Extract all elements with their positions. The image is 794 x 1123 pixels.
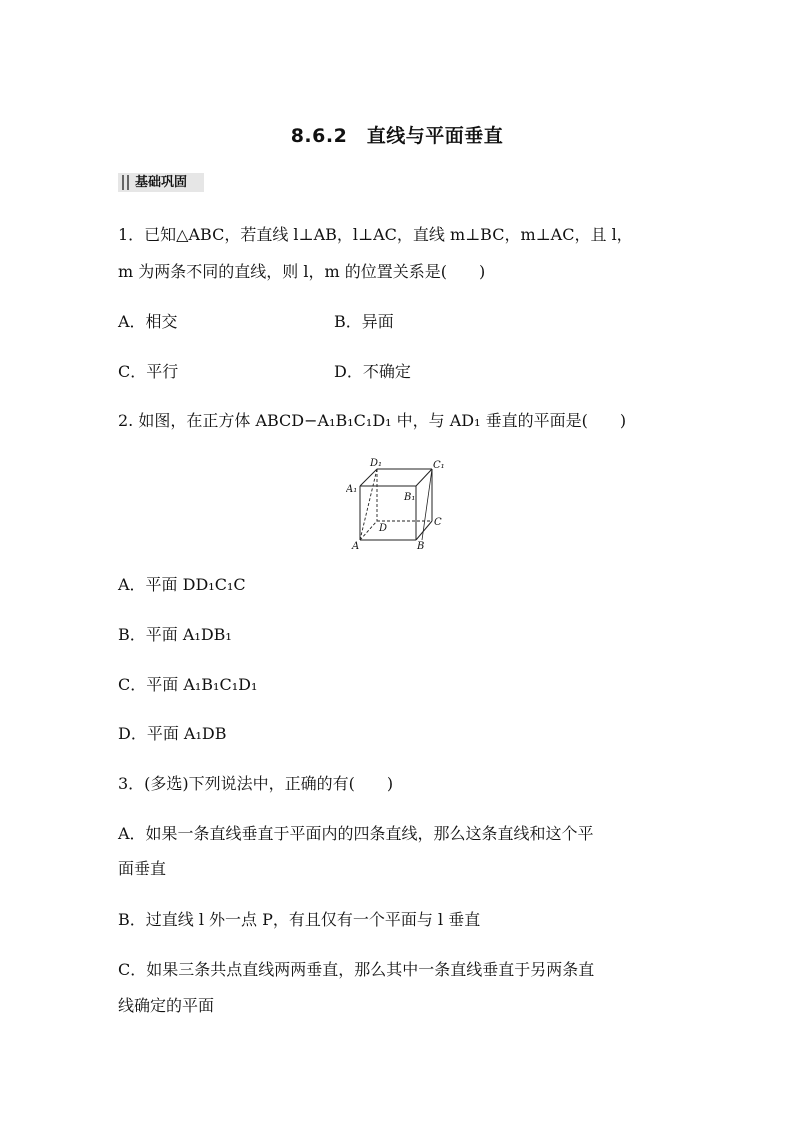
hidden-diagonal-ad1	[360, 469, 377, 540]
vertex-label-b1: B₁	[404, 492, 416, 503]
q2-option-c: C．平面 A₁B₁C₁D₁	[118, 675, 258, 694]
q2-stem: 2. 如图，在正方体 ABCD−A₁B₁C₁D₁ 中，与 AD₁ 垂直的平面是( )	[118, 411, 627, 430]
q1-option-b: B．异面	[334, 312, 394, 331]
vertex-label-d1: D₁	[370, 458, 383, 469]
q1-stem-line2: m 为两条不同的直线，则 l，m 的位置关系是( )	[118, 262, 486, 281]
vertex-label-c: C	[434, 517, 442, 528]
vertex-label-d: D	[379, 523, 388, 534]
cube-figure	[346, 455, 456, 555]
q1-option-d: D．不确定	[334, 362, 411, 381]
vertex-label-c1: C₁	[433, 460, 445, 471]
vertex-label-a1: A₁	[346, 484, 358, 495]
q2-option-d: D．平面 A₁DB	[118, 724, 227, 743]
section-label: 基础巩固	[135, 175, 188, 190]
q3-option-a-line1: A．如果一条直线垂直于平面内的四条直线，那么这条直线和这个平	[118, 824, 594, 843]
vertex-label-b: B	[417, 541, 425, 552]
q1-option-a: A．相交	[118, 312, 178, 331]
page-title: 8.6.2 直线与平面垂直	[290, 125, 504, 147]
q1-stem-line1: 1．已知△ABC，若直线 l⊥AB，l⊥AC，直线 m⊥BC，m⊥AC，且 l，	[118, 225, 633, 244]
section-bar-decoration	[122, 175, 124, 190]
section-header	[118, 173, 204, 192]
q3-option-a-line2: 面垂直	[118, 859, 167, 878]
q3-option-c-line1: C．如果三条共点直线两两垂直，那么其中一条直线垂直于另两条直	[118, 960, 595, 979]
q3-option-b: B．过直线 l 外一点 P，有且仅有一个平面与 l 垂直	[118, 910, 481, 929]
vertex-label-a: A	[352, 541, 360, 552]
q3-option-c-line2: 线确定的平面	[118, 996, 215, 1015]
edge-a1d1	[360, 469, 377, 486]
q2-option-a: A．平面 DD₁C₁C	[118, 575, 246, 594]
q2-option-b: B．平面 A₁DB₁	[118, 625, 232, 644]
diagonal-c1b	[422, 469, 432, 540]
q3-stem: 3．(多选)下列说法中，正确的有( )	[118, 774, 394, 793]
q1-option-c: C．平行	[118, 362, 179, 381]
section-bar-decoration	[127, 175, 129, 190]
hidden-edge-ad	[360, 521, 377, 540]
